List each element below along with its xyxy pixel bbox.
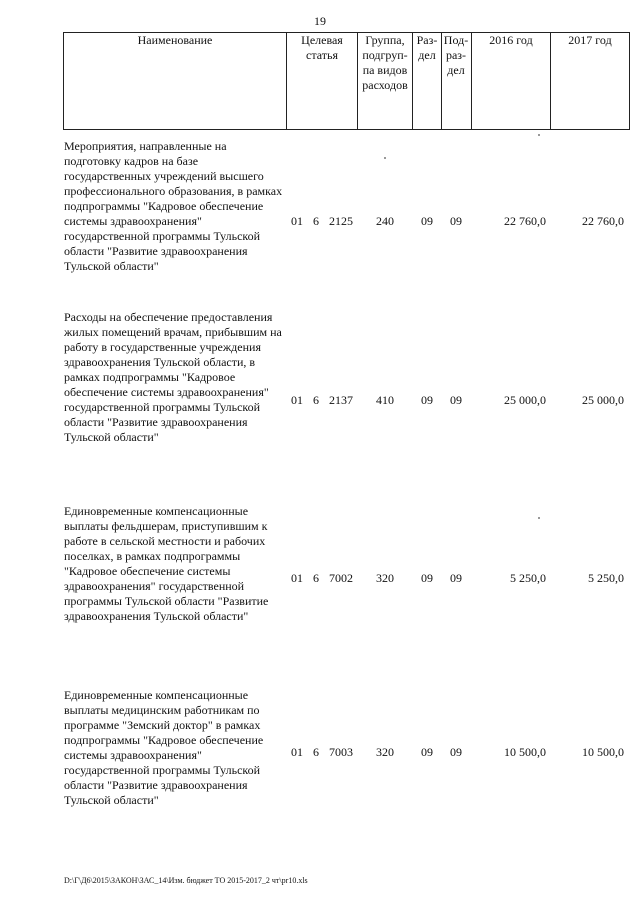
- row-name: Единовременные компенсационные выплаты фельдшерам, приступившим к работе в сельской местности и рабочих поселках, в рамках подпрограммы "Кадровое обеспечение системы здравоохранения" государственной программы Тульской области "Развитие здравоохранения Тульской области": [64, 504, 269, 623]
- target-part-3: 7003: [329, 745, 353, 759]
- scan-speck: [384, 157, 386, 159]
- section-code: 09: [421, 745, 433, 759]
- section-code: 09: [421, 571, 433, 585]
- amount-2017: 22 760,0: [582, 214, 624, 228]
- target-part-2: 6: [313, 393, 319, 407]
- row-name: Единовременные компенсационные выплаты медицинским работникам по программе "Земский доктор" в рамках подпрограммы "Кадровое обеспечение системы здравоохранения" государственной программы Тульской области "Развитие здравоохранения Тульской области": [64, 688, 264, 807]
- section-code: 09: [421, 214, 433, 228]
- target-part-2: 6: [313, 214, 319, 228]
- scan-speck: [538, 134, 540, 136]
- header-2016: 2016 год: [489, 33, 533, 47]
- amount-2017: 5 250,0: [588, 571, 624, 585]
- header-target: Целевая статья: [301, 33, 343, 62]
- subsection-code: 09: [450, 393, 462, 407]
- scan-speck: [538, 517, 540, 519]
- target-part-1: 01: [291, 393, 303, 407]
- group-code: 410: [376, 393, 394, 407]
- amount-2017: 10 500,0: [582, 745, 624, 759]
- subsection-code: 09: [450, 745, 462, 759]
- amount-2017: 25 000,0: [582, 393, 624, 407]
- header-name: Наименование: [137, 33, 213, 47]
- row-name: Мероприятия, направленные на подготовку кадров на базе государственных учреждений высшего профессионального образования, в рамках подпрограммы "Кадровое обеспечение системы здравоохранения" государственной программы Тульской области "Развитие здравоохранения Тульской области": [64, 139, 283, 273]
- row-name: Расходы на обеспечение предоставления жилых помещений врачам, прибывшим на работу в государственные учреждения здравоохранения Тульской области, в рамках подпрограммы "Кадровое обеспечение системы здравоохранения" государственной программы Тульской области "Развитие здравоохранения Тульской области": [64, 310, 282, 444]
- group-code: 320: [376, 571, 394, 585]
- page-number: 19: [314, 14, 326, 28]
- target-part-1: 01: [291, 745, 303, 759]
- target-part-2: 6: [313, 571, 319, 585]
- amount-2016: 5 250,0: [510, 571, 546, 585]
- header-group: Группа, подгруп-па видов расходов: [362, 33, 408, 92]
- target-part-1: 01: [291, 571, 303, 585]
- target-part-3: 2137: [329, 393, 353, 407]
- target-part-2: 6: [313, 745, 319, 759]
- amount-2016: 10 500,0: [504, 745, 546, 759]
- subsection-code: 09: [450, 571, 462, 585]
- header-section: Раз-дел: [416, 33, 438, 62]
- group-code: 320: [376, 745, 394, 759]
- target-part-3: 7002: [329, 571, 353, 585]
- file-path-footer: D:\Г\Д6\2015\ЗАКОН\ЗАС_14\Изм. бюджет ТО 2015-2017_2 чт\pr10.xls: [64, 876, 308, 885]
- subsection-code: 09: [450, 214, 462, 228]
- group-code: 240: [376, 214, 394, 228]
- header-2017: 2017 год: [568, 33, 612, 47]
- target-part-1: 01: [291, 214, 303, 228]
- section-code: 09: [421, 393, 433, 407]
- amount-2016: 22 760,0: [504, 214, 546, 228]
- amount-2016: 25 000,0: [504, 393, 546, 407]
- header-subsection: Под-раз-дел: [443, 33, 469, 77]
- target-part-3: 2125: [329, 214, 353, 228]
